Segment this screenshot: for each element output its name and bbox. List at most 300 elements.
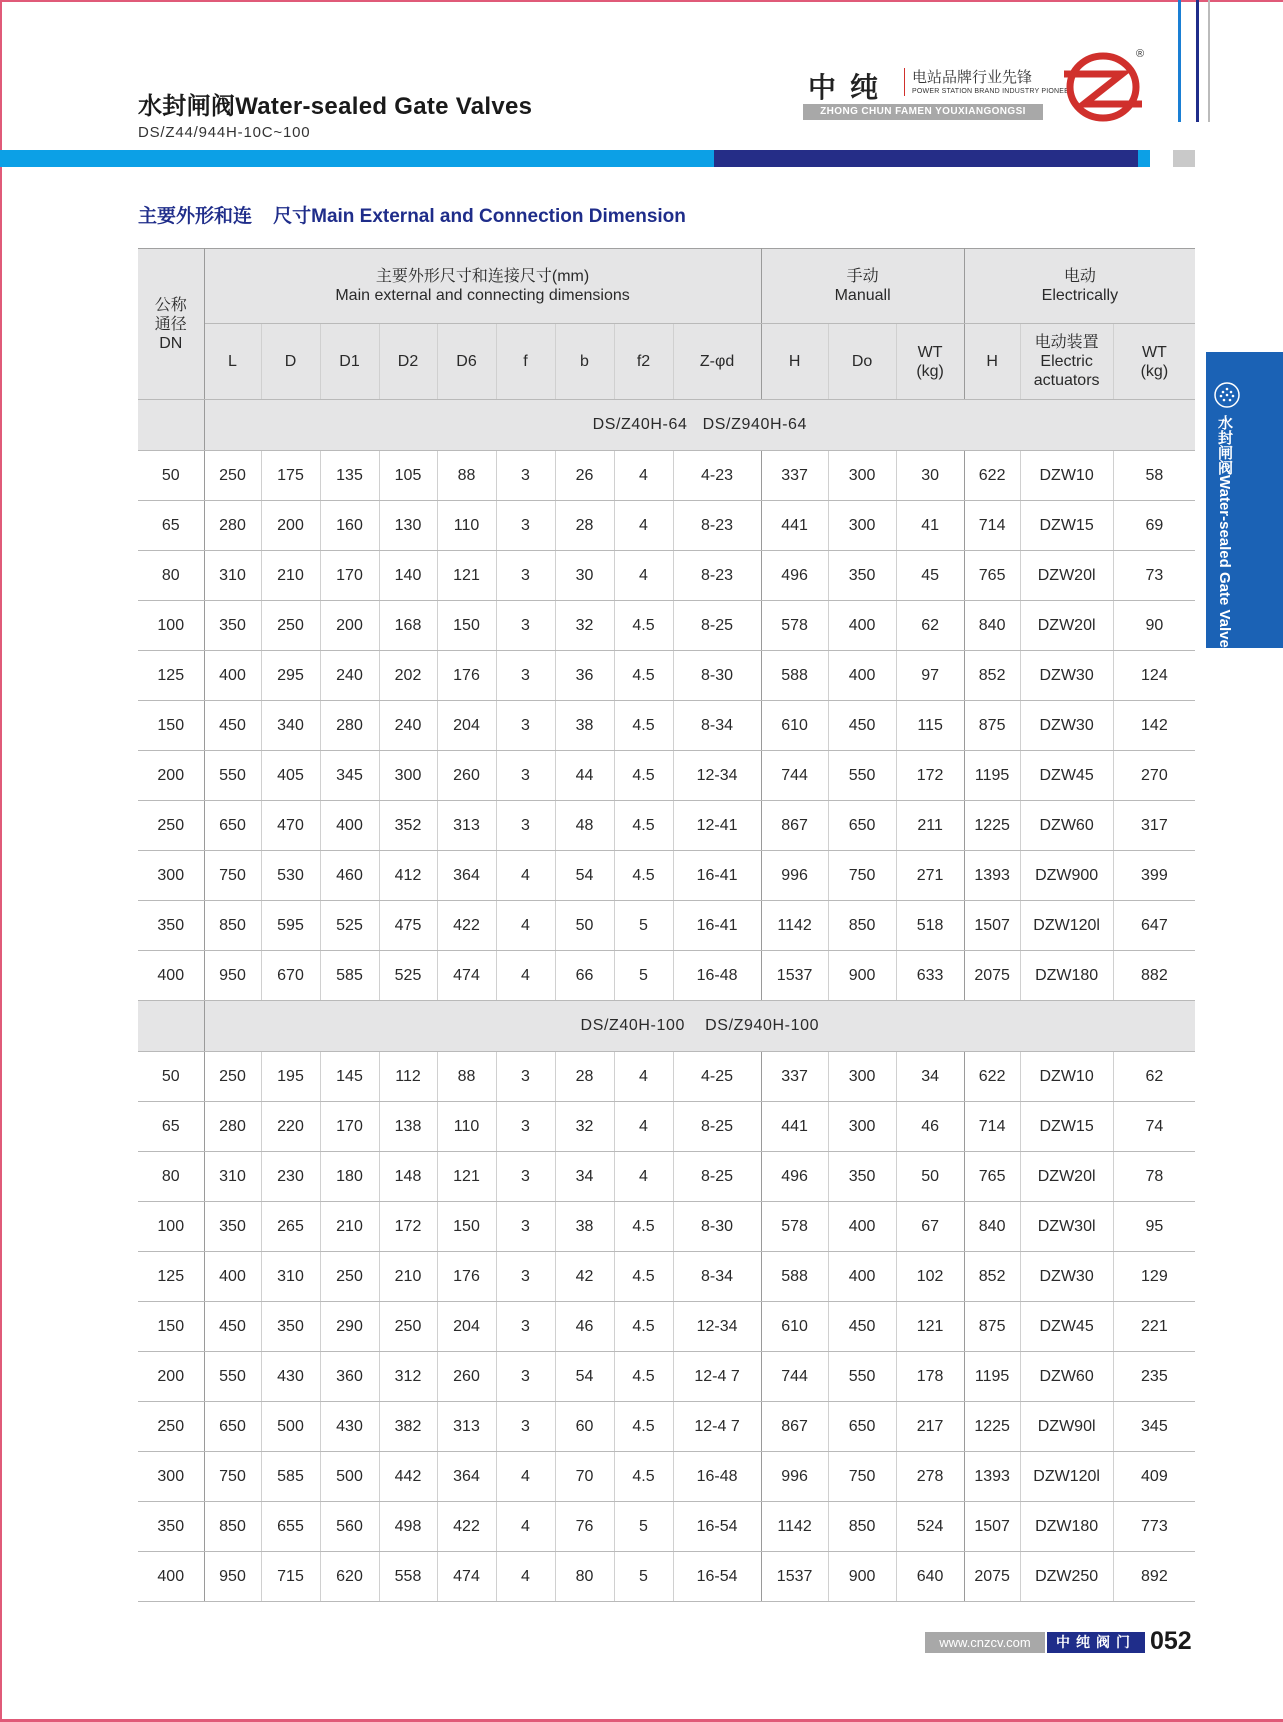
table-cell: 110: [437, 1102, 496, 1152]
dn-cell: 100: [138, 1202, 204, 1252]
table-cell: 278: [896, 1452, 964, 1502]
table-cell: 1507: [964, 901, 1020, 951]
table-cell: 5: [614, 901, 673, 951]
table-cell: 950: [204, 1552, 261, 1602]
dn-cell: 200: [138, 1352, 204, 1402]
table-cell: 744: [761, 751, 828, 801]
table-cell: 588: [761, 651, 828, 701]
table-cell: 280: [320, 701, 379, 751]
table-cell: 2075: [964, 951, 1020, 1001]
table-cell: 475: [379, 901, 437, 951]
table-cell: 345: [1113, 1402, 1195, 1452]
side-tab-cn: 水封闸阀: [1216, 415, 1233, 475]
table-cell: 3: [496, 551, 555, 601]
table-cell: 1393: [964, 1452, 1020, 1502]
table-cell: 1537: [761, 951, 828, 1001]
table-cell: 525: [379, 951, 437, 1001]
table-cell: 560: [320, 1502, 379, 1552]
table-cell: 714: [964, 501, 1020, 551]
table-cell: 102: [896, 1252, 964, 1302]
table-cell: 441: [761, 1102, 828, 1152]
table-cell: 8-34: [673, 1252, 761, 1302]
table-cell: 8-23: [673, 501, 761, 551]
table-cell: DZW180: [1020, 1502, 1113, 1552]
table-cell: 178: [896, 1352, 964, 1402]
dn-cell: 300: [138, 851, 204, 901]
dn-cell: 80: [138, 551, 204, 601]
table-row: [138, 901, 1195, 951]
table-cell: 750: [828, 851, 896, 901]
table-cell: 204: [437, 701, 496, 751]
col-f: f: [496, 324, 555, 400]
table-cell: 622: [964, 451, 1020, 501]
table-cell: 610: [761, 701, 828, 751]
table-cell: 364: [437, 851, 496, 901]
table-cell: DZW45: [1020, 1302, 1113, 1352]
table-cell: 265: [261, 1202, 320, 1252]
table-row: [138, 951, 1195, 1001]
table-cell: 300: [828, 501, 896, 551]
table-cell: 610: [761, 1302, 828, 1352]
table-cell: 550: [828, 751, 896, 801]
table-cell: 550: [204, 1352, 261, 1402]
table-cell: 850: [828, 1502, 896, 1552]
table-cell: 773: [1113, 1502, 1195, 1552]
table-cell: 124: [1113, 651, 1195, 701]
table-cell: 498: [379, 1502, 437, 1552]
side-tab-en: Water-sealed Gate Valves: [1216, 475, 1233, 657]
table-cell: 46: [555, 1302, 614, 1352]
col-electric-H: H: [964, 324, 1020, 400]
table-cell: 300: [379, 751, 437, 801]
table-cell: 3: [496, 1052, 555, 1102]
col-D: D: [261, 324, 320, 400]
table-cell: 140: [379, 551, 437, 601]
table-row: [138, 1102, 1195, 1152]
col-z-phid: Z-φd: [673, 324, 761, 400]
table-cell: 4-23: [673, 451, 761, 501]
table-cell: 867: [761, 801, 828, 851]
col-L: L: [204, 324, 261, 400]
side-tab-label: [1211, 415, 1237, 656]
table-cell: 200: [320, 601, 379, 651]
page-border-top: [0, 0, 1283, 2]
table-cell: 130: [379, 501, 437, 551]
table-cell: 4.5: [614, 1302, 673, 1352]
table-cell: 1195: [964, 751, 1020, 801]
table-cell: 26: [555, 451, 614, 501]
table-row: [138, 701, 1195, 751]
table-cell: 76: [555, 1502, 614, 1552]
table-cell: 620: [320, 1552, 379, 1602]
table-cell: 38: [555, 701, 614, 751]
dn-cell: 150: [138, 701, 204, 751]
table-cell: 95: [1113, 1202, 1195, 1252]
table-cell: 3: [496, 501, 555, 551]
table-cell: DZW45: [1020, 751, 1113, 801]
table-cell: 204: [437, 1302, 496, 1352]
header-band-tail: [1138, 150, 1150, 167]
table-cell: 875: [964, 1302, 1020, 1352]
table-cell: 3: [496, 801, 555, 851]
dn-cell: 125: [138, 1252, 204, 1302]
dn-cell: 400: [138, 951, 204, 1001]
table-cell: 295: [261, 651, 320, 701]
table-cell: 640: [896, 1552, 964, 1602]
table-cell: 210: [261, 551, 320, 601]
table-cell: 313: [437, 801, 496, 851]
col-electric-WT: WT (kg): [1113, 324, 1195, 400]
header-band-blue: [0, 150, 714, 167]
table-cell: 5: [614, 951, 673, 1001]
table-cell: 310: [204, 551, 261, 601]
section-label: DS/Z40H-64 DS/Z940H-64: [204, 400, 1195, 451]
table-cell: 585: [261, 1452, 320, 1502]
table-cell: 400: [828, 651, 896, 701]
table-cell: 3: [496, 701, 555, 751]
brand-name: 中纯: [808, 72, 893, 103]
dn-cell: 150: [138, 1302, 204, 1352]
table-cell: 3: [496, 651, 555, 701]
table-cell: 121: [437, 551, 496, 601]
table-cell: 1142: [761, 1502, 828, 1552]
table-cell: 750: [828, 1452, 896, 1502]
table-cell: 4.5: [614, 751, 673, 801]
table-cell: 250: [379, 1302, 437, 1352]
table-cell: 74: [1113, 1102, 1195, 1152]
table-cell: 655: [261, 1502, 320, 1552]
table-cell: 364: [437, 1452, 496, 1502]
table-cell: 97: [896, 651, 964, 701]
table-cell: DZW15: [1020, 1102, 1113, 1152]
table-cell: 78: [1113, 1152, 1195, 1202]
table-cell: 750: [204, 851, 261, 901]
table-cell: 168: [379, 601, 437, 651]
table-cell: 270: [1113, 751, 1195, 801]
table-cell: 69: [1113, 501, 1195, 551]
table-cell: 250: [204, 451, 261, 501]
table-cell: 550: [828, 1352, 896, 1402]
table-cell: 16-48: [673, 951, 761, 1001]
footer-brand: 中纯阀门: [1047, 1632, 1145, 1653]
table-cell: 900: [828, 951, 896, 1001]
table-cell: 260: [437, 1352, 496, 1402]
table-cell: 500: [320, 1452, 379, 1502]
deco-line-navy: [1196, 0, 1199, 122]
table-row: [138, 601, 1195, 651]
brand-slogan: 电站品牌行业先锋: [912, 69, 1033, 86]
col-manual-Do: Do: [828, 324, 896, 400]
table-cell: 317: [1113, 801, 1195, 851]
table-cell: DZW10: [1020, 451, 1113, 501]
col-b: b: [555, 324, 614, 400]
table-row: [138, 1552, 1195, 1602]
table-cell: 430: [320, 1402, 379, 1452]
table-cell: 313: [437, 1402, 496, 1452]
table-cell: 8-25: [673, 1152, 761, 1202]
table-cell: 4.5: [614, 1352, 673, 1402]
table-cell: 412: [379, 851, 437, 901]
brand-slogan-en: POWER STATION BRAND INDUSTRY PIONEER: [912, 88, 1075, 95]
table-row: [138, 651, 1195, 701]
table-cell: 360: [320, 1352, 379, 1402]
table-cell: 172: [896, 751, 964, 801]
table-cell: 5: [614, 1502, 673, 1552]
table-cell: 250: [204, 1052, 261, 1102]
table-cell: 340: [261, 701, 320, 751]
table-cell: 867: [761, 1402, 828, 1452]
table-cell: 172: [379, 1202, 437, 1252]
table-cell: 3: [496, 1252, 555, 1302]
table-cell: 650: [204, 1402, 261, 1452]
table-cell: 595: [261, 901, 320, 951]
col-manual-H: H: [761, 324, 828, 400]
table-cell: 230: [261, 1152, 320, 1202]
header-band-navy: [714, 150, 1138, 167]
table-cell: 996: [761, 851, 828, 901]
table-cell: 54: [555, 851, 614, 901]
table-cell: 715: [261, 1552, 320, 1602]
table-cell: 1507: [964, 1502, 1020, 1552]
table-cell: 850: [204, 1502, 261, 1552]
table-cell: 5: [614, 1552, 673, 1602]
table-cell: 470: [261, 801, 320, 851]
table-cell: 176: [437, 651, 496, 701]
table-row: [138, 1052, 1195, 1102]
table-cell: 650: [828, 1402, 896, 1452]
table-cell: 160: [320, 501, 379, 551]
table-cell: 337: [761, 1052, 828, 1102]
section-dn-cell: [138, 400, 204, 451]
table-cell: 422: [437, 1502, 496, 1552]
table-cell: 4.5: [614, 601, 673, 651]
manual-header: 手动 Manuall: [761, 249, 964, 324]
table-cell: 62: [896, 601, 964, 651]
table-cell: 4.5: [614, 801, 673, 851]
table-cell: 496: [761, 551, 828, 601]
table-cell: 850: [204, 901, 261, 951]
page-border-left: [0, 0, 2, 1722]
table-cell: 496: [761, 1152, 828, 1202]
col-D2: D2: [379, 324, 437, 400]
table-cell: 4: [614, 1102, 673, 1152]
table-cell: 60: [555, 1402, 614, 1452]
dn-cell: 100: [138, 601, 204, 651]
table-cell: 80: [555, 1552, 614, 1602]
table-row: [138, 501, 1195, 551]
table-cell: 48: [555, 801, 614, 851]
table-cell: 4-25: [673, 1052, 761, 1102]
table-cell: DZW250: [1020, 1552, 1113, 1602]
table-cell: 4: [614, 501, 673, 551]
table-cell: 195: [261, 1052, 320, 1102]
table-cell: 73: [1113, 551, 1195, 601]
table-cell: 88: [437, 451, 496, 501]
table-cell: 4: [496, 851, 555, 901]
table-cell: 105: [379, 451, 437, 501]
table-cell: 4: [614, 1152, 673, 1202]
table-row: [138, 551, 1195, 601]
table-cell: 350: [828, 551, 896, 601]
table-cell: 518: [896, 901, 964, 951]
table-cell: 500: [261, 1402, 320, 1452]
table-cell: DZW120l: [1020, 1452, 1113, 1502]
section-header-row: [138, 400, 1195, 451]
table-cell: 882: [1113, 951, 1195, 1001]
brand-divider: [904, 68, 905, 96]
table-cell: 4: [496, 1552, 555, 1602]
table-cell: DZW900: [1020, 851, 1113, 901]
table-cell: 350: [204, 1202, 261, 1252]
table-cell: 460: [320, 851, 379, 901]
dn-cell: 250: [138, 801, 204, 851]
table-cell: 4.5: [614, 851, 673, 901]
table-cell: 840: [964, 601, 1020, 651]
table-cell: 240: [379, 701, 437, 751]
dn-cell: 65: [138, 501, 204, 551]
table-cell: 200: [261, 501, 320, 551]
table-cell: 50: [896, 1152, 964, 1202]
table-cell: 350: [204, 601, 261, 651]
table-row: [138, 751, 1195, 801]
dn-cell: 350: [138, 1502, 204, 1552]
table-cell: 16-54: [673, 1502, 761, 1552]
table-cell: 450: [204, 701, 261, 751]
table-cell: 121: [896, 1302, 964, 1352]
table-cell: DZW10: [1020, 1052, 1113, 1102]
table-cell: DZW30l: [1020, 1202, 1113, 1252]
col-manual-WT: WT (kg): [896, 324, 964, 400]
table-cell: DZW30: [1020, 651, 1113, 701]
table-cell: 4: [496, 951, 555, 1001]
table-cell: 578: [761, 1202, 828, 1252]
dn-cell: 400: [138, 1552, 204, 1602]
table-cell: 175: [261, 451, 320, 501]
table-cell: DZW15: [1020, 501, 1113, 551]
dimension-table: [138, 248, 1195, 1602]
page-number: 052: [1150, 1627, 1192, 1655]
table-cell: 300: [828, 1052, 896, 1102]
table-cell: 180: [320, 1152, 379, 1202]
table-row: [138, 1402, 1195, 1452]
main-dimensions-header: 主要外形尺寸和连接尺寸(mm) Main external and connecting dimensions: [204, 249, 761, 324]
table-cell: 129: [1113, 1252, 1195, 1302]
table-cell: DZW180: [1020, 951, 1113, 1001]
table-cell: 3: [496, 451, 555, 501]
table-cell: 38: [555, 1202, 614, 1252]
table-cell: 3: [496, 1102, 555, 1152]
table-cell: 422: [437, 901, 496, 951]
table-cell: 337: [761, 451, 828, 501]
table-cell: 36: [555, 651, 614, 701]
col-f2: f2: [614, 324, 673, 400]
table-cell: 400: [828, 1252, 896, 1302]
table-cell: 300: [828, 451, 896, 501]
table-cell: 4: [496, 1452, 555, 1502]
table-cell: 578: [761, 601, 828, 651]
section-label: DS/Z40H-100 DS/Z940H-100: [204, 1001, 1195, 1052]
electric-header: 电动 Electrically: [964, 249, 1195, 324]
table-row: [138, 1252, 1195, 1302]
table-cell: 4.5: [614, 701, 673, 751]
table-cell: 585: [320, 951, 379, 1001]
table-cell: 524: [896, 1502, 964, 1552]
valve-circle-icon: [1213, 381, 1241, 409]
table-cell: 150: [437, 1202, 496, 1252]
dn-cell: 125: [138, 651, 204, 701]
table-cell: 34: [555, 1152, 614, 1202]
dn-cell: 80: [138, 1152, 204, 1202]
table-row: [138, 1302, 1195, 1352]
table-cell: 46: [896, 1102, 964, 1152]
table-cell: 900: [828, 1552, 896, 1602]
table-cell: 840: [964, 1202, 1020, 1252]
table-cell: 28: [555, 501, 614, 551]
table-cell: 400: [828, 601, 896, 651]
table-row: [138, 1452, 1195, 1502]
table-cell: DZW30: [1020, 701, 1113, 751]
registered-mark: ®: [1136, 48, 1145, 60]
table-cell: 28: [555, 1052, 614, 1102]
table-cell: 3: [496, 751, 555, 801]
table-cell: 8-23: [673, 551, 761, 601]
table-cell: 650: [828, 801, 896, 851]
table-cell: 235: [1113, 1352, 1195, 1402]
table-cell: 290: [320, 1302, 379, 1352]
table-cell: 210: [320, 1202, 379, 1252]
table-cell: 450: [828, 701, 896, 751]
table-cell: 409: [1113, 1452, 1195, 1502]
dn-cell: 50: [138, 1052, 204, 1102]
table-cell: 8-34: [673, 701, 761, 751]
table-cell: 892: [1113, 1552, 1195, 1602]
table-cell: 996: [761, 1452, 828, 1502]
table-cell: 550: [204, 751, 261, 801]
table-cell: 8-30: [673, 651, 761, 701]
table-cell: 30: [896, 451, 964, 501]
col-D6: D6: [437, 324, 496, 400]
table-cell: 1142: [761, 901, 828, 951]
table-cell: DZW20l: [1020, 551, 1113, 601]
table-cell: 70: [555, 1452, 614, 1502]
table-cell: 765: [964, 1152, 1020, 1202]
table-cell: 88: [437, 1052, 496, 1102]
table-cell: 16-41: [673, 851, 761, 901]
section-header-row: [138, 1001, 1195, 1052]
table-cell: 3: [496, 1152, 555, 1202]
table-cell: 145: [320, 1052, 379, 1102]
table-cell: 4: [496, 901, 555, 951]
table-cell: 30: [555, 551, 614, 601]
table-cell: 217: [896, 1402, 964, 1452]
table-cell: 400: [204, 651, 261, 701]
table-cell: 112: [379, 1052, 437, 1102]
table-cell: 650: [204, 801, 261, 851]
table-cell: 633: [896, 951, 964, 1001]
table-cell: 138: [379, 1102, 437, 1152]
table-cell: 588: [761, 1252, 828, 1302]
header-band-grey: [1173, 150, 1195, 167]
table-cell: 16-41: [673, 901, 761, 951]
table-cell: 400: [320, 801, 379, 851]
zc-logo-icon: [1064, 48, 1145, 124]
table-cell: 622: [964, 1052, 1020, 1102]
table-cell: 4: [614, 551, 673, 601]
table-cell: 142: [1113, 701, 1195, 751]
table-cell: 530: [261, 851, 320, 901]
table-cell: 250: [320, 1252, 379, 1302]
table-cell: 450: [828, 1302, 896, 1352]
